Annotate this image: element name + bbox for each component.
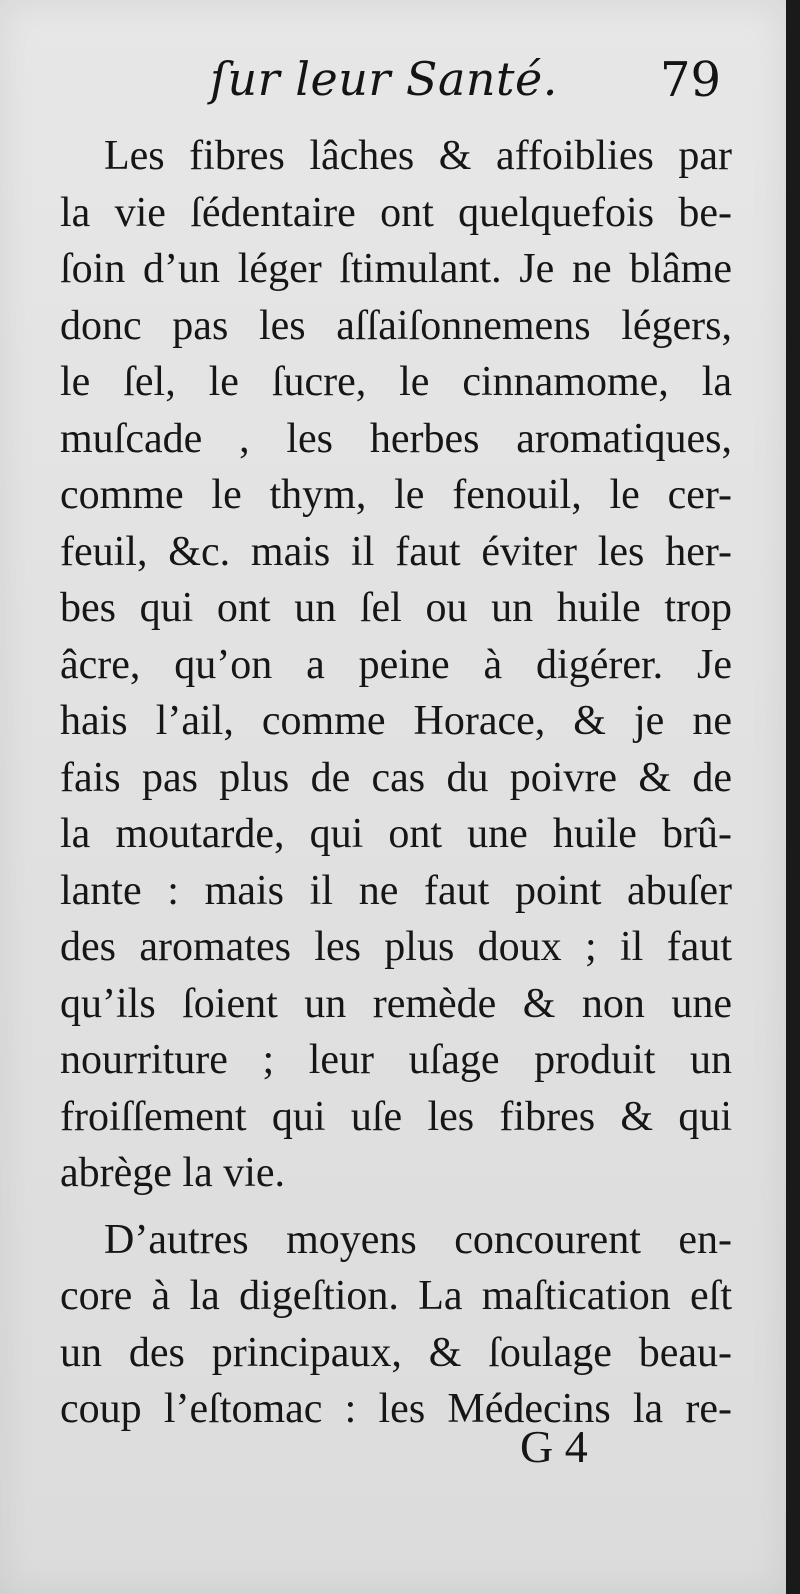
running-head: ſur leur Santé.: [210, 52, 558, 106]
body-text: [60, 128, 732, 1438]
page-number: 79: [660, 52, 722, 108]
text-line: donc pas les aſſaiſonnemens légers,: [60, 302, 732, 349]
text-line: ſoin d’un léger ſtimulant. Je ne blâme: [60, 246, 732, 292]
text-line: âcre, qu’on a peine à digérer. Je: [60, 641, 732, 688]
text-line: bes qui ont un ſel ou un huile trop: [60, 585, 732, 631]
text-line: fais pas plus de cas du poivre & de: [60, 754, 732, 801]
text-line: un des principaux, & ſoulage beau-: [60, 1329, 732, 1376]
text-line: Les fibres lâches & affoiblies par: [104, 133, 732, 179]
signature-mark: G 4: [520, 1421, 588, 1472]
paragraph-gap: [60, 1202, 732, 1212]
text-line: des aromates les plus doux ; il faut: [60, 924, 732, 970]
text-line: froiſſement qui uſe les fibres & qui: [60, 1093, 732, 1140]
text-line: qu’ils ſoient un remède & non une: [60, 980, 732, 1027]
text-line: coup l’eſtomac : les Médecins la re-: [60, 1386, 732, 1432]
text-line: abrège la vie.: [60, 1150, 286, 1196]
paragraph: [60, 128, 732, 1202]
page-header: [0, 52, 786, 112]
text-line: feuil, &c. mais il faut éviter les her-: [60, 528, 732, 575]
text-line: muſcade , les herbes aromatiques,: [60, 415, 732, 462]
text-line: core à la digeſtion. La maſtication eſt: [60, 1273, 732, 1319]
text-line: lante : mais il ne faut point abuſer: [60, 867, 732, 914]
text-line: hais l’ail, comme Horace, & je ne: [60, 698, 732, 744]
paragraph: [60, 1212, 732, 1438]
text-line: nourriture ; leur uſage produit un: [60, 1037, 732, 1083]
text-line: D’autres moyens concourent en-: [104, 1216, 732, 1263]
text-line: la vie ſédentaire ont quelquefois be-: [60, 189, 732, 236]
text-line: le ſel, le ſucre, le cinnamome, la: [60, 359, 732, 405]
text-line: comme le thym, le fenouil, le cer-: [60, 472, 732, 518]
text-line: la moutarde, qui ont une huile brû-: [60, 811, 732, 857]
